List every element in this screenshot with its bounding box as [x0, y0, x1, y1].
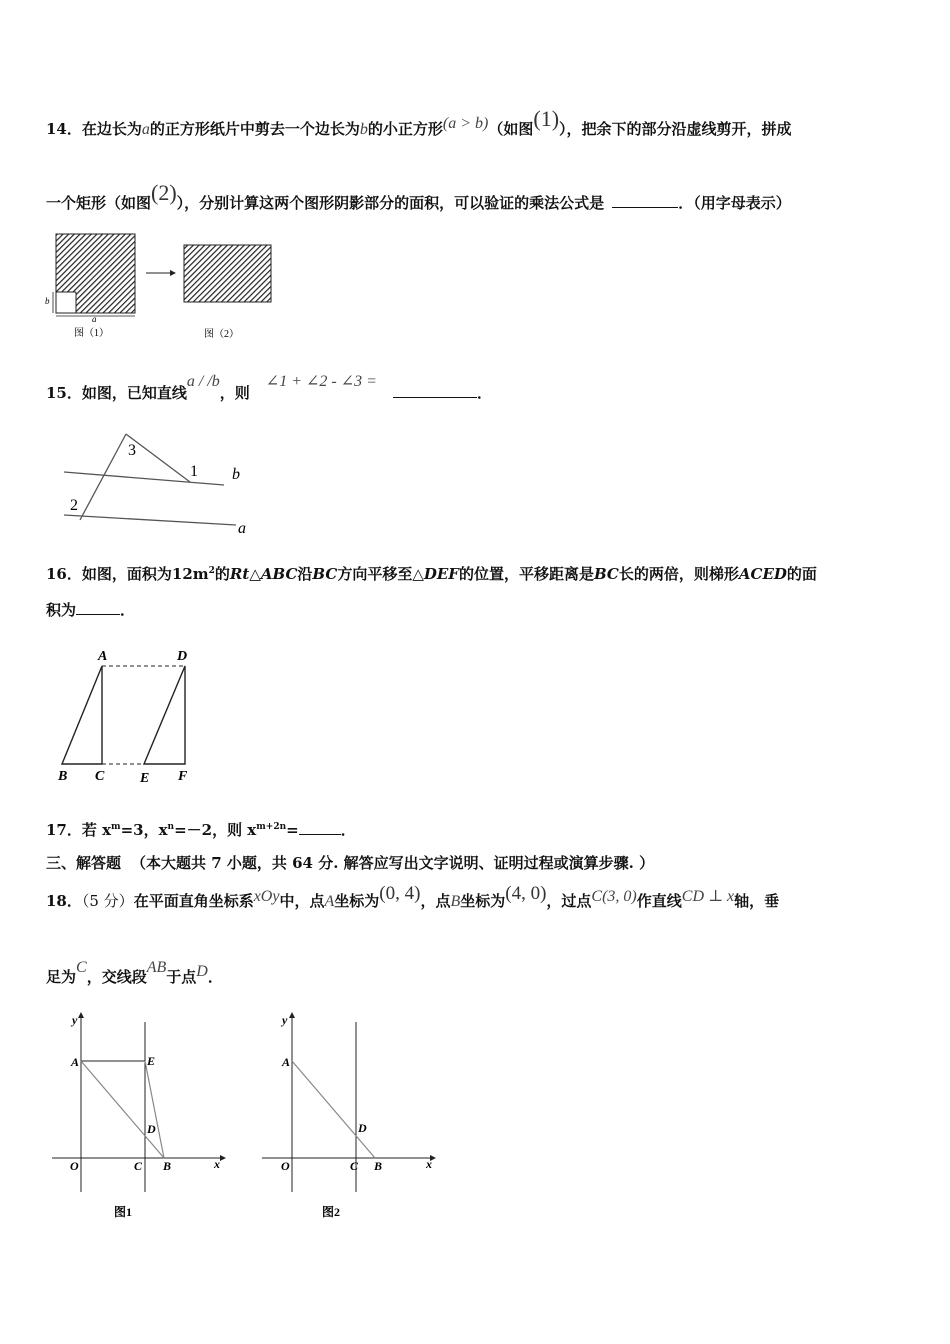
q18-line2 — [46, 959, 223, 987]
q18-fig2-label-x: x — [426, 1157, 432, 1171]
q18-fig1-segment-eb — [145, 1061, 164, 1158]
q18-text: ，过点 — [546, 892, 592, 910]
q15-label-3: 3 — [128, 442, 136, 459]
q18-fig2-caption: 图2 — [322, 1205, 341, 1219]
q16-label-f: F — [178, 769, 188, 784]
q18-score: （5 分） — [81, 892, 134, 910]
q18-text: 在平面直角坐标系 — [133, 892, 254, 910]
q15-line-a — [64, 515, 236, 525]
q15-label-2: 2 — [70, 497, 78, 514]
q16-label-c: C — [95, 769, 105, 784]
q15-line — [46, 373, 492, 403]
q16-bc: BC — [312, 565, 338, 583]
q18-text: 中，点 — [279, 892, 325, 910]
q17-exp-n: n — [167, 822, 175, 832]
q14-fig2-number: (2) — [151, 180, 177, 205]
q16-def: DEF — [423, 565, 459, 583]
q16-area — [172, 565, 215, 583]
q18-text: 作直线 — [636, 892, 682, 910]
q14-text: 在边长为 — [81, 120, 142, 138]
q15-label-1: 1 — [190, 463, 198, 480]
q16-triangle: Rt△ABC — [229, 565, 298, 583]
q14-caption-2: 图（2） — [204, 329, 239, 340]
q16-text: 长的两倍，则梯形 — [618, 565, 739, 583]
q18-fig1-label-d: D — [147, 1122, 156, 1136]
q14-small-square — [56, 292, 76, 313]
q18-fig2-label-b: B — [374, 1159, 383, 1173]
q18-text: ，点 — [420, 892, 451, 910]
q18-b-coord: (4, 0) — [505, 883, 547, 904]
section-header — [46, 852, 654, 873]
q16-triangle-def — [144, 666, 185, 764]
q18-fig2-label-d: D — [358, 1121, 367, 1135]
q16-aced: ACED — [738, 565, 787, 583]
q16-text: 如图，面积为 — [81, 565, 172, 583]
q17-text: 若 x — [81, 821, 112, 839]
q16-line1 — [46, 563, 817, 584]
q15-text: ，则 — [219, 384, 250, 402]
q16-bc: BC — [593, 565, 619, 583]
q18-a-coord: (0, 4) — [379, 883, 421, 904]
q18-fig1-segment-ab — [81, 1061, 164, 1158]
q16-text: 积为 — [46, 601, 77, 619]
q17-text: =3，x — [120, 821, 168, 839]
q18-number: 18． — [46, 892, 82, 910]
q18-fig2-y-arrow — [289, 1012, 295, 1018]
q14-rectangle — [184, 245, 271, 302]
q16-area-value: 12m — [171, 565, 209, 583]
q16-label-e: E — [140, 771, 150, 786]
q18-fig1-label-b: B — [163, 1159, 172, 1173]
q18-fig1-x-arrow — [220, 1155, 226, 1161]
q14-fig1-number: (1) — [533, 106, 560, 131]
q18-fig1-label-x: x — [214, 1157, 220, 1171]
q17-exp-sum: m+2n — [256, 822, 287, 832]
q18-point-b: B — [450, 893, 461, 910]
q15-answer-blank[interactable] — [393, 397, 477, 398]
q17-exp-m: m — [111, 822, 121, 832]
q16-text: 的 — [214, 565, 230, 583]
q18-text: ． — [207, 968, 223, 986]
q15-line-b — [64, 472, 224, 485]
q14-var-a: a — [141, 121, 150, 138]
q18-text: 足为 — [46, 968, 77, 986]
q18-fig2-label-a: A — [282, 1055, 291, 1069]
q16-triangle-abc — [62, 666, 102, 764]
q14-label-b: b — [45, 296, 50, 306]
q18-fig1-label-a: A — [71, 1055, 80, 1069]
q18-point-c: C — [76, 959, 87, 976]
q18-fig1-y-arrow — [78, 1012, 84, 1018]
q16-number: 16． — [46, 565, 82, 583]
q14-text: 一个矩形（如图 — [46, 194, 152, 212]
q14-caption-1: 图（1） — [74, 328, 109, 339]
q14-figures — [40, 228, 280, 346]
q15-label-b: b — [232, 466, 240, 483]
q16-label-a: A — [98, 649, 108, 664]
q14-arrow-head — [170, 270, 176, 276]
q18-fig1-label-y: y — [72, 1013, 78, 1027]
q16-label-b: B — [58, 769, 68, 784]
q18-point-a: A — [324, 893, 335, 910]
q18-fig2-segment-ab — [292, 1061, 375, 1158]
q18-figure-2 — [258, 1008, 448, 1222]
q15-label-a: a — [238, 520, 246, 537]
q14-text: （如图 — [488, 120, 534, 138]
q14-text: ），分别计算这两个图形阴影部分的面积，可以验证的乘法公式是 — [176, 194, 605, 212]
q17-number: 17． — [46, 821, 82, 839]
q18-text: 于点 — [166, 968, 197, 986]
q17-text: =－2，则 x — [174, 821, 257, 839]
q16-figure — [54, 644, 204, 790]
q16-area-unit-exp: 2 — [208, 566, 215, 576]
q15-expression: ∠1 + ∠2 - ∠3 = — [265, 373, 377, 390]
q14-line2 — [46, 180, 791, 214]
q18-text: ，交线段 — [86, 968, 147, 986]
q14-number: 14． — [46, 120, 82, 138]
q18-text: 坐标为 — [460, 892, 506, 910]
q15-figure — [56, 428, 256, 540]
q15-parallel: a / /b — [186, 373, 220, 390]
q18-c-coord: (3, 0) — [602, 888, 637, 905]
q14-text: 的正方形纸片中剪去一个边长为 — [149, 120, 360, 138]
q16-answer-blank[interactable] — [76, 614, 120, 615]
q14-text: 的小正方形 — [367, 120, 443, 138]
q17-answer-blank[interactable] — [299, 834, 341, 835]
q16-text: 方向平移至△ — [337, 565, 424, 583]
q16-text: ． — [120, 601, 136, 619]
q18-fig1-caption: 图1 — [114, 1205, 133, 1219]
q16-label-d: D — [177, 649, 188, 664]
q18-text: 坐标为 — [334, 892, 380, 910]
q15-text: 如图，已知直线 — [81, 384, 187, 402]
q14-condition: (a > b) — [442, 115, 489, 132]
q18-fig1-label-o: O — [70, 1159, 79, 1173]
q14-text: ），把余下的部分沿虚线剪开，拼成 — [559, 120, 792, 138]
q18-text: 轴，垂 — [734, 892, 780, 910]
q15-number: 15． — [46, 384, 82, 402]
q18-line1 — [46, 883, 780, 912]
q16-text: 的位置，平移距离是 — [458, 565, 594, 583]
q14-label-a: a — [92, 314, 97, 324]
q18-xoy: xOy — [253, 888, 280, 905]
section-note: （本大题共 7 小题，共 64 分. 解答应写出文字说明、证明过程或演算步骤. ） — [131, 854, 655, 872]
q16-text: 沿 — [297, 565, 313, 583]
q18-segment-ab: AB — [146, 959, 167, 976]
q18-fig1-label-e: E — [147, 1054, 156, 1068]
q18-fig1-label-c: C — [134, 1159, 143, 1173]
q14-answer-blank[interactable] — [612, 207, 678, 208]
q18-fig2-label-o: O — [281, 1159, 290, 1173]
q17-line — [46, 819, 356, 840]
q18-point-d: D — [196, 963, 208, 980]
q18-fig2-label-c: C — [350, 1159, 359, 1173]
q14-var-b: b — [359, 121, 368, 138]
q18-figure-1 — [48, 1008, 238, 1222]
q16-line2 — [46, 599, 135, 620]
q17-text: ． — [340, 821, 356, 839]
q18-fig2-label-y: y — [282, 1013, 288, 1027]
q14-line1 — [46, 106, 792, 140]
q18-cd-perp: CD ⊥ x — [681, 888, 735, 905]
q14-text: ．（用字母表示） — [678, 194, 791, 212]
section-title: 三、解答题 — [46, 854, 122, 872]
q18-point-c: C — [591, 888, 603, 905]
q17-text: = — [286, 821, 299, 839]
q15-text: ． — [476, 384, 492, 402]
q16-text: 的面 — [786, 565, 817, 583]
